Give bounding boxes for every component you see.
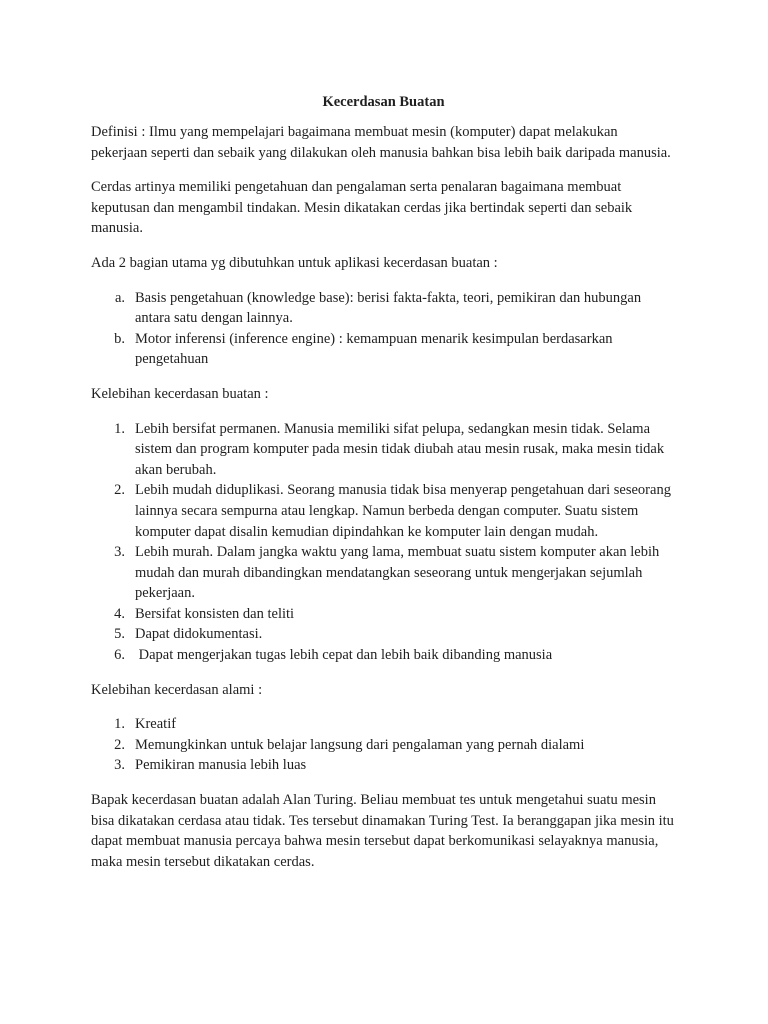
list-item — [91, 542, 676, 604]
cerdas-paragraph: Cerdas artinya memiliki pengetahuan dan pengalaman serta penalaran bagaimana membuat keputusan dan mengambil tindakan. Mesin dikatakan cerdas jika bertindak seperti dan sebaik manusia. — [91, 179, 633, 237]
list-item — [91, 480, 676, 542]
turing-paragraph: Bapak kecerdasan buatan adalah Alan Turing. Beliau membuat tes untuk mengetahui suatu mesin bisa dikatakan cerdasa atau tidak. Tes tersebut dinamakan Turing Test. Ia beranggapan jika mesin itu dapat membuat manusia percaya bahwa mesin tersebut dapat berkomunikasi selayaknya manusia, maka mesin tersebut dikatakan cerdas. — [91, 792, 674, 870]
list-item — [91, 604, 676, 625]
list-marker: 4. — [114, 605, 125, 622]
list-item-text: Kreatif — [135, 716, 177, 733]
ai-advantages-list — [91, 419, 676, 666]
list-marker: b. — [114, 330, 125, 347]
list-item-text: Dapat didokumentasi. — [135, 626, 263, 643]
list-marker: 6. — [114, 647, 125, 664]
list-item-text: Motor inferensi (inference engine) : kemampuan menarik kesimpulan berdasarkan pengetahuan — [135, 330, 613, 368]
list-item — [91, 329, 676, 370]
parts-list — [91, 288, 676, 370]
list-item-text: Memungkinkan untuk belajar langsung dari pengalaman yang pernah dialami — [135, 736, 585, 753]
list-item-text: Basis pengetahuan (knowledge base): berisi fakta-fakta, teori, pemikiran dan hubungan antara satu dengan lainnya. — [135, 289, 642, 327]
list-marker: 3. — [114, 757, 125, 774]
list-item — [91, 755, 676, 776]
list-marker: a. — [114, 289, 125, 306]
list-item-text: Bersifat konsisten dan teliti — [135, 605, 295, 622]
list-marker: 5. — [114, 626, 125, 643]
natural-advantages-list — [91, 714, 676, 776]
list-item — [91, 735, 676, 756]
list-item-text: Lebih bersifat permanen. Manusia memiliki sifat pelupa, sedangkan mesin tidak. Selama sistem dan program komputer pada mesin tidak diubah atau mesin rusak, maka mesin tidak akan berubah. — [135, 420, 665, 478]
ai-advantages-intro: Kelebihan kecerdasan buatan : — [91, 385, 269, 402]
list-item-text: Dapat mengerjakan tugas lebih cepat dan lebih baik dibanding manusia — [135, 647, 553, 664]
parts-intro: Ada 2 bagian utama yg dibutuhkan untuk aplikasi kecerdasan buatan : — [91, 254, 498, 271]
list-item-text: Lebih murah. Dalam jangka waktu yang lama, membuat suatu sistem komputer akan lebih mudah dan murah dibandingkan mendatangkan seseorang untuk mengerjakan sejumlah pekerjaan. — [135, 544, 660, 602]
list-marker: 1. — [114, 420, 125, 437]
definition-paragraph: Definisi : Ilmu yang mempelajari bagaimana membuat mesin (komputer) dapat melakukan pekerjaan seperti dan sebaik yang dilakukan oleh manusia bahkan bisa lebih baik daripada manusia. — [91, 124, 671, 161]
list-item-text: Lebih mudah diduplikasi. Seorang manusia tidak bisa menyerap pengetahuan dari seseorang lainnya secara sempurna atau lengkap. Namun berbeda dengan computer. Suatu sistem komputer dapat disalin kemudian dipindahkan ke komputer lain dengan mudah. — [135, 482, 671, 540]
list-marker: 3. — [114, 544, 125, 561]
list-item-text: Pemikiran manusia lebih luas — [135, 757, 307, 774]
natural-advantages-intro: Kelebihan kecerdasan alami : — [91, 681, 263, 698]
list-marker: 2. — [114, 736, 125, 753]
list-marker: 1. — [114, 716, 125, 733]
list-marker: 2. — [114, 482, 125, 499]
list-item — [91, 714, 676, 735]
list-item — [91, 624, 676, 645]
list-item — [91, 288, 676, 329]
list-item — [91, 645, 676, 666]
list-item — [91, 419, 676, 481]
document-title: Kecerdasan Buatan — [322, 94, 445, 110]
